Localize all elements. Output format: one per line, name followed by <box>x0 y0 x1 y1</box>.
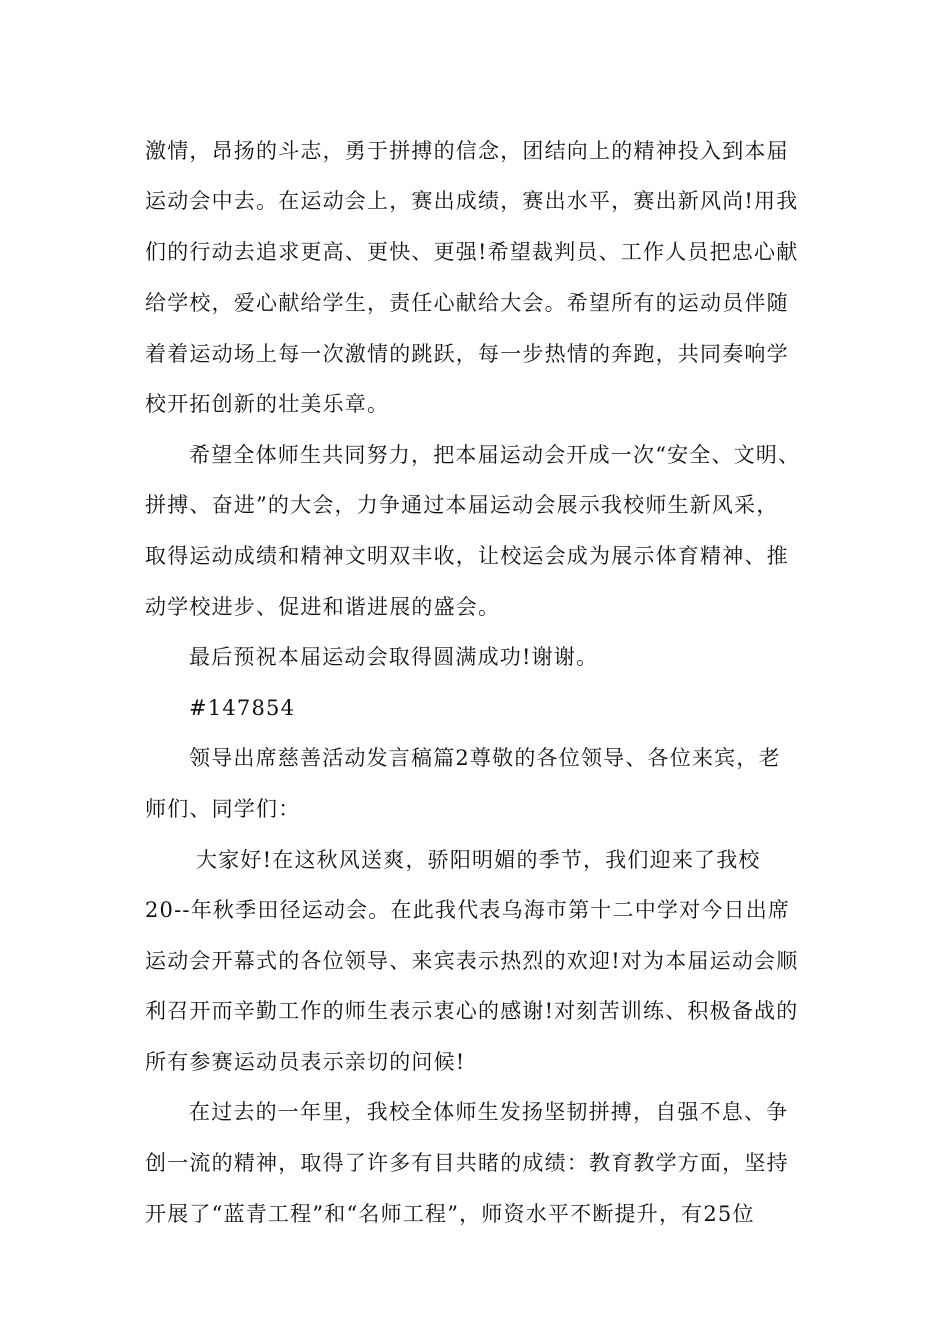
text-line-12: #147854 <box>189 696 296 720</box>
text-line-6: 校开拓创新的壮美乐章。 <box>145 392 390 416</box>
text-line-21: 创一流的精神，取得了许多有目共睹的成绩：教育教学方面，坚持 <box>145 1151 789 1175</box>
text-line-11: 最后预祝本届运动会取得圆满成功!谢谢。 <box>189 645 599 669</box>
text-line-16: 20--年秋季田径运动会。在此我代表乌海市第十二中学对今日出席 <box>145 898 791 922</box>
text-line-18: 利召开而辛勤工作的师生表示衷心的感谢!对刻苦训练、积极备战的 <box>145 999 799 1023</box>
text-line-10: 动学校进步、促进和谐进展的盛会。 <box>145 595 501 619</box>
text-line-9: 取得运动成绩和精神文明双丰收，让校运会成为展示体育精神、推 <box>145 544 789 568</box>
text-line-2: 运动会中去。在运动会上，赛出成绩，赛出水平，赛出新风尚!用我 <box>145 189 799 213</box>
text-line-5: 着着运动场上每一次激情的跳跃，每一步热情的奔跑，共同奏响学 <box>145 342 789 366</box>
text-line-19: 所有参赛运动员表示亲切的问候! <box>145 1050 466 1074</box>
text-line-3: 们的行动去追求更高、更快、更强!希望裁判员、工作人员把忠心献 <box>145 240 799 264</box>
text-line-20: 在过去的一年里，我校全体师生发扬坚韧拼搏，自强不息、争 <box>189 1100 789 1124</box>
text-line-7: 希望全体师生共同努力，把本届运动会开成一次“安全、文明、 <box>189 443 801 467</box>
text-line-8: 拼搏、奋进”的大会，力争通过本届运动会展示我校师生新风采， <box>145 493 779 517</box>
text-line-15: 大家好!在这秋风送爽，骄阳明媚的季节，我们迎来了我校 <box>196 848 761 872</box>
text-line-17: 运动会开幕式的各位领导、来宾表示热烈的欢迎!对为本届运动会顺 <box>145 949 799 973</box>
text-line-1: 激情，昂扬的斗志，勇于拼搏的信念，团结向上的精神投入到本届 <box>145 139 789 163</box>
text-line-13: 领导出席慈善活动发言稿篇2尊敬的各位领导、各位来宾，老 <box>189 746 781 770</box>
text-line-14: 师们、同学们： <box>145 797 301 821</box>
text-line-22: 开展了“蓝青工程”和“名师工程”，师资水平不断提升，有25位 <box>145 1202 755 1226</box>
text-line-4: 给学校，爱心献给学生，责任心献给大会。希望所有的运动员伴随 <box>145 291 789 315</box>
